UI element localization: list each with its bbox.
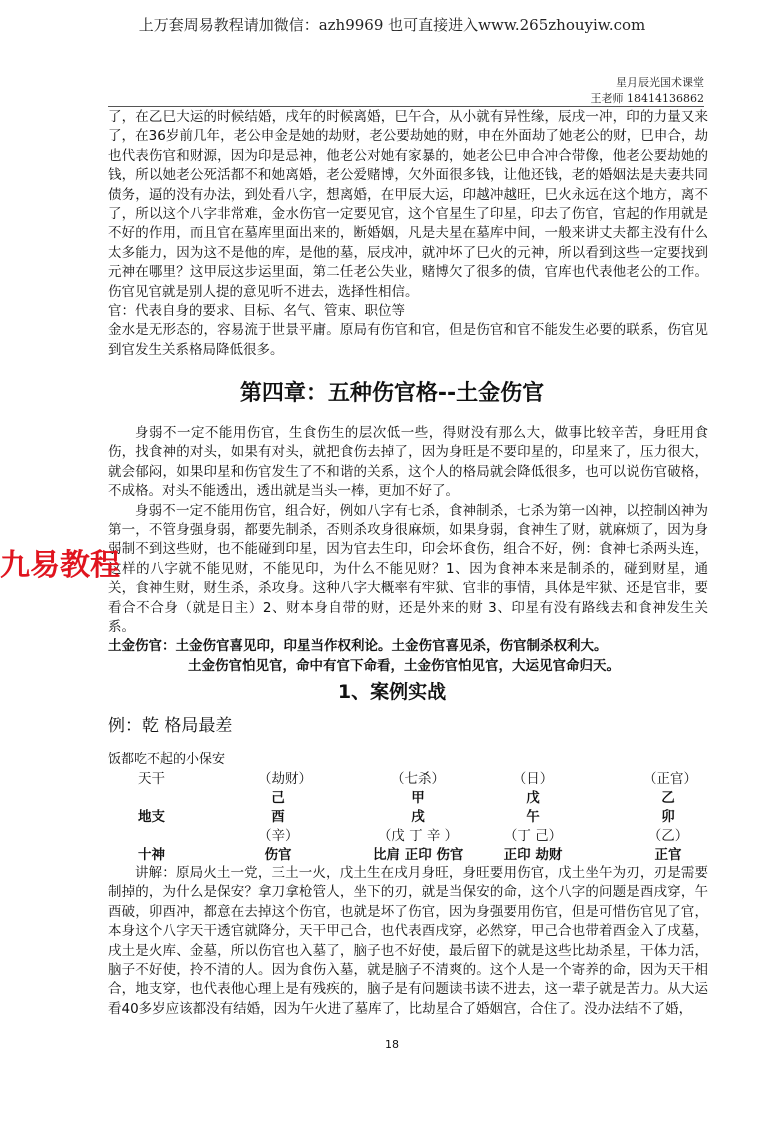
chart-cell: （七杀）: [391, 771, 445, 787]
intro-paragraph: 金水是无形态的，容易流于世景平庸。原局有伤官和官，但是伤官和官不能发生必要的联系，伤官见到官发生关系格局降低很多。: [108, 322, 708, 358]
chart-cell: 戊: [526, 790, 540, 806]
chart-cell: 正印 劫财: [503, 847, 563, 863]
chart-cell: （日）: [512, 771, 554, 787]
chart-cell: （乙）: [647, 828, 689, 844]
example-subtitle: 饭都吃不起的小保安: [108, 752, 226, 767]
header-teacher: 王老师 18414136862: [590, 92, 704, 105]
chart-cell: （劫财）: [258, 771, 312, 787]
chart-cell: 酉: [271, 809, 285, 825]
row-label: 地支: [138, 809, 165, 825]
chart-cell: 比肩 正印 伤官: [373, 847, 464, 863]
chart-cell: （正官）: [643, 771, 697, 787]
chart-cell: （辛）: [258, 828, 299, 844]
chart-row-branches: [108, 805, 708, 824]
intro-block: [108, 108, 708, 360]
chapter-title: 第四章：五种伤官格--土金伤官: [239, 381, 545, 406]
chart-cell: 戌: [411, 809, 425, 825]
page-number: 18: [385, 1038, 399, 1051]
bold-rule-line: 土金伤官：土金伤官喜见印，印星当作权利论。土金伤官喜见杀，伤官制杀权利大。: [108, 638, 608, 655]
row-label: 天干: [138, 771, 165, 787]
chapter-paragraph: 身弱不一定不能用伤官，组合好，例如八字有七杀，食神制杀，七杀为第一凶神，以控制凶神为第一，不管身强身弱，都要先制杀，否则杀攻身很麻烦，如果身弱，食神生了财，就麻烦了，因为身弱制不到这些财，也不能碰到印星，因为官去生印，印会坏食伤，组合不好，例：食神七杀两头连，这样的八字就不能见财，不能见印，为什么不能见财？1、因为食神本来是制杀的，碰到财星，通关，食神生财，财生杀，杀攻身。这种八字大概率有牢狱、官非的事情，具体是牢狱、还是官非，要看合不合身（就是日主）2、财本身自带的财，还是外来的财 3、印星有没有路线去和食神发生关系。: [108, 502, 708, 636]
chapter-paragraph: 身弱不一定不能用伤官，生食伤生的层次低一些，得财没有那么大，做事比较辛苦，身旺用食伤，找食神的对头，如果有对头，就把食伤去掉了，因为身旺是不要印星的，印星来了，压力很大，就会郁闷，如果印星和伤官发生了不和谐的关系，这个人的格局就会降低很多，也可以说伤官破格，不成格。对头不能透出，透出就是当头一棒，更加不好了。: [108, 425, 708, 500]
chart-cell: （戊 丁 辛 ）: [377, 828, 459, 844]
chart-row-hidden-stems: [108, 824, 708, 843]
chart-row-stems-labels: [108, 767, 708, 786]
bold-rule-line: 土金伤官怕见官，命中有官下命看，土金伤官怕见官，大运见官命归天。: [188, 657, 620, 674]
example-title: 例：乾 格局最差: [108, 716, 233, 736]
header-rule: [108, 106, 704, 107]
intro-paragraph: 官：代表自身的要求、目标、名气、管束、职位等: [108, 303, 405, 320]
chart-cell: 午: [526, 809, 540, 825]
chart-cell: 甲: [411, 790, 425, 806]
chart-cell: 乙: [661, 790, 675, 806]
header-school: 星月辰光国术课堂: [616, 76, 704, 89]
bazi-chart: [108, 767, 708, 862]
chart-cell: （丁 己）: [503, 828, 563, 844]
chart-cell: 伤官: [264, 847, 292, 863]
chart-row-stems: [108, 786, 708, 805]
explanation-paragraph: 讲解：原局火土一党，三土一火，戊土生在戌月身旺，身旺要用伤官，戊土坐午为刃，刃是需要制掉的，为什么是保安？拿刀拿枪管人，坐下的刃，就是当保安的命，这个八字的问题是酉戌穿，午酉破，卯酉冲，都意在去掉这个伤官，也就是坏了伤官，因为身强要用伤官，但是可惜伤官见了官，本身这个八字天干透官就降分，天干甲己合，也代表酉戌穿，必然穿，甲己合也带着酉金入了戌墓，戌土是火库、金墓，所以伤官也入墓了，脑子也不好使，最后留下的就是这些比劫杀星，干体力活，脑子不好使，拎不清的人。因为食伤入墓，就是脑子不清爽的。这个人是一个寄养的命，因为天干相合，地支穿，也代表他心理上是有残疾的，脑子是有问题读书读不进去，这一辈子就是苦力。从大运看40多岁应该都没有结婚，因为午火进了墓库了，比劫星合了婚姻宫，合住了。没办法结不了婚，: [108, 865, 708, 1017]
top-banner: 上万套周易教程请加微信：azh9969 也可直接进入www.265zhouyiw.com: [138, 16, 646, 34]
row-label: 十神: [138, 847, 165, 863]
chart-cell: 卯: [661, 809, 675, 825]
intro-paragraph: 了，在乙巳大运的时候结婚，戌年的时候离婚，巳午合，从小就有异性缘，辰戌一冲，印的力量又来了，在36岁前几年，老公申金是她的劫财，老公要劫她的财，申在外面劫了她老公的财，巳申合，劫也代表伤官和财源，因为印是忌神，他老公对她有家暴的，她老公巳申合冲合带像，他老公要劫她的钱，所以她老公死活都不和她离婚，老公爱赌博，欠外面很多钱，让他还钱，老的婚姻法是夫妻共同债务，逼的没有办法，到处看八字，想离婚，在甲辰大运，印越冲越旺，巳火永远在这个地方，离不了，所以这个八字非常难，金水伤官一定要见官，这个官星生了印星，印去了伤官，官起的作用就是不好的作用，而且官在墓库里面出来的，断婚姻，凡是夫星在墓库中间，一般来讲丈夫都主没有什么太多能力，因为这不是他的库，是他的墓，辰戌冲，就冲坏了巳火的元神，所以看到这些一定要找到元神在哪里？这甲辰这步运里面，第二任老公失业，赌博欠了很多的债，官库也代表他老公的工作。伤官见官就是别人提的意见听不进去，选择性相信。: [108, 109, 708, 300]
chart-cell: 己: [271, 790, 285, 806]
chart-cell: 正官: [654, 847, 682, 863]
section-title: 1、案例实战: [337, 681, 447, 703]
chart-row-ten-gods: [108, 843, 708, 862]
chapter-block: [108, 424, 708, 676]
watermark-logo: 九易教程: [0, 548, 120, 583]
